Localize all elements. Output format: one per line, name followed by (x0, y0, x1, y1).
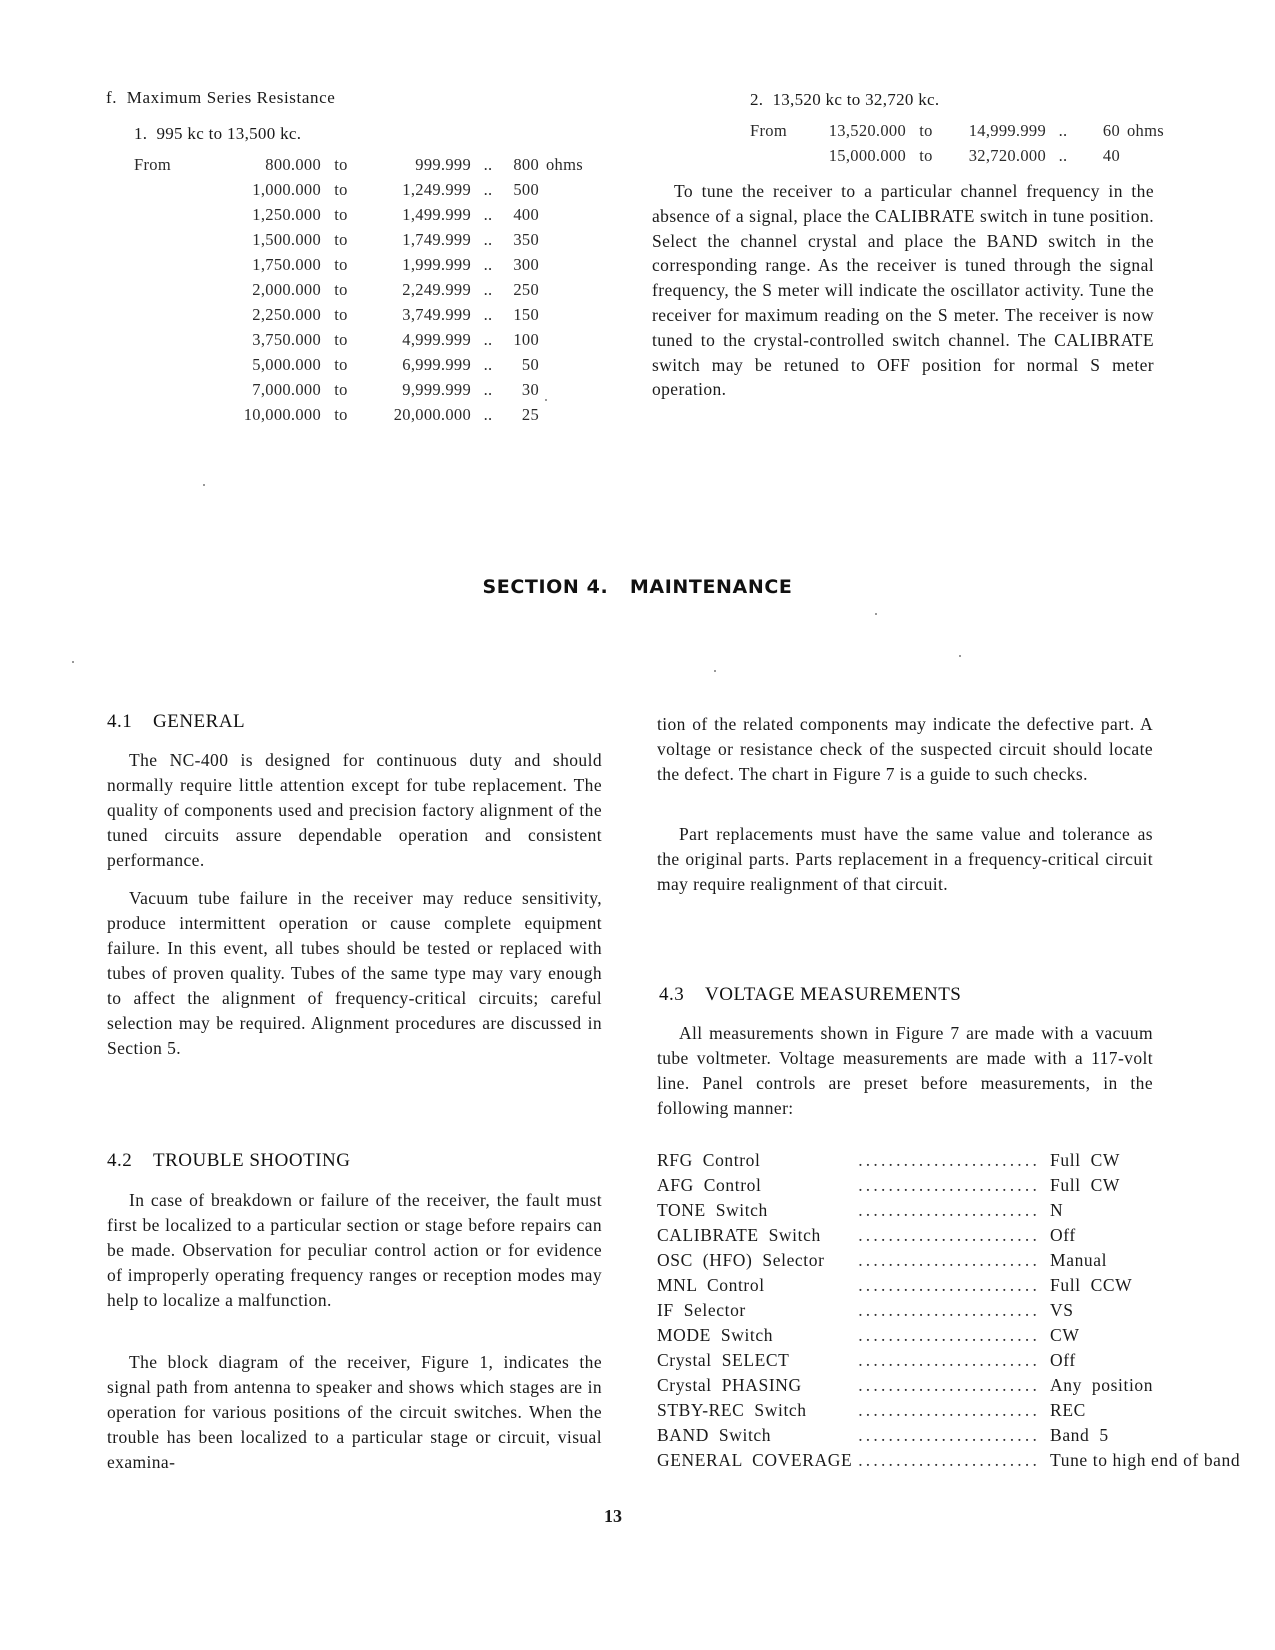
row-label (134, 277, 206, 302)
control-setting: Full CW (1050, 1175, 1120, 1195)
resistance-value: 60 (1102, 120, 1120, 140)
control-name-wrapper (657, 1450, 1050, 1471)
resistance-value: 800 (513, 154, 539, 174)
resistance-unit (1120, 143, 1177, 168)
heading-title: TROUBLE SHOOTING (153, 1150, 351, 1171)
range-to: to (334, 254, 348, 274)
control-name-wrapper (657, 1375, 1050, 1396)
control-row (657, 1273, 1240, 1298)
control-name-cell (657, 1198, 1050, 1223)
resistance-unit (539, 377, 596, 402)
range-to: to (334, 204, 348, 224)
range-to: to (334, 329, 348, 349)
range-end: 20,000.000 (393, 404, 471, 424)
resistance-value: 50 (521, 354, 539, 374)
heading-general (107, 711, 245, 733)
control-name-cell (657, 1373, 1050, 1398)
resistance-row (134, 177, 596, 202)
range-to: to (334, 404, 348, 424)
control-setting: Full CCW (1050, 1275, 1133, 1295)
heading-trouble-shooting (107, 1150, 350, 1172)
resistance-row (134, 277, 596, 302)
scan-speck (203, 484, 205, 486)
leader-dots: .. (1058, 145, 1068, 165)
resistance-value: 25 (521, 404, 539, 424)
control-setting: Tune to high end of band (1050, 1450, 1241, 1470)
panel-controls-list (657, 1148, 1240, 1473)
control-row (657, 1348, 1240, 1373)
control-name-cell (657, 1323, 1050, 1348)
control-name-cell (657, 1348, 1050, 1373)
row-label (134, 377, 206, 402)
control-name: AFG Control (657, 1175, 762, 1195)
range-start: 1,250.000 (252, 204, 321, 224)
control-row (657, 1148, 1240, 1173)
control-name: TONE Switch (657, 1200, 768, 1220)
range-end: 4,999.999 (402, 329, 471, 349)
control-name-wrapper (657, 1250, 1050, 1271)
control-setting: Off (1050, 1225, 1076, 1245)
resistance-row (134, 327, 596, 352)
resistance-row (134, 252, 596, 277)
resistance-row (134, 377, 596, 402)
control-name: Crystal SELECT (657, 1350, 790, 1370)
control-name-wrapper (657, 1200, 1050, 1221)
general-paragraph-1: The NC-400 is designed for continuous duty and should normally require little attention except for tube replacement. The quality of components used and precision factory alignment of the tuned circuits assure dependable operation and consistent performance. (107, 750, 602, 870)
control-setting: Full CW (1050, 1150, 1120, 1170)
leader-dots: .. (483, 254, 493, 274)
range-start: 10,000.000 (243, 404, 321, 424)
heading-title: VOLTAGE MEASUREMENTS (705, 984, 962, 1005)
leader-dots: ........................ (858, 1400, 1041, 1420)
range-end: 1,749.999 (402, 229, 471, 249)
resistance-unit (539, 352, 596, 377)
control-name-wrapper (657, 1300, 1050, 1321)
row-label: From (134, 154, 171, 174)
control-name-wrapper (657, 1425, 1050, 1446)
resistance-row (134, 227, 596, 252)
leader-dots: ........................ (858, 1350, 1041, 1370)
resistance-row (134, 352, 596, 377)
heading-number: 4.2 (107, 1150, 133, 1171)
resistance-unit (539, 402, 596, 427)
control-name-wrapper (657, 1150, 1050, 1171)
resistance-value: 250 (513, 279, 539, 299)
leader-dots: ........................ (858, 1375, 1041, 1395)
range-end: 2,249.999 (402, 279, 471, 299)
control-name-cell (657, 1448, 1050, 1473)
control-name-cell (657, 1423, 1050, 1448)
section-title: SECTION 4. MAINTENANCE (482, 576, 793, 598)
range-start: 3,750.000 (252, 329, 321, 349)
control-row (657, 1248, 1240, 1273)
control-name-wrapper (657, 1175, 1050, 1196)
leader-dots: .. (483, 279, 493, 299)
range-start: 15,000.000 (828, 145, 906, 165)
resistance-value: 350 (513, 229, 539, 249)
resistance-value: 40 (1102, 145, 1120, 165)
resistance-unit: ohms (546, 154, 583, 174)
row-label (750, 143, 802, 168)
control-name-wrapper (657, 1400, 1050, 1421)
range1-title: 1. 995 kc to 13,500 kc. (134, 124, 302, 143)
row-label (134, 327, 206, 352)
leader-dots: .. (483, 379, 493, 399)
range-to: to (334, 179, 348, 199)
range-end: 32,720.000 (968, 145, 1046, 165)
control-name-wrapper (657, 1275, 1050, 1296)
range-to: to (334, 279, 348, 299)
control-row (657, 1298, 1240, 1323)
scan-speck (72, 661, 74, 663)
control-row (657, 1198, 1240, 1223)
control-row (657, 1398, 1240, 1423)
range-to: to (919, 145, 933, 165)
resistance-unit (539, 202, 596, 227)
voltage-intro: All measurements shown in Figure 7 are made with a vacuum tube voltmeter. Voltage measurements are made with a 117-volt line. Panel controls are preset before measurements, in the following manner: (657, 1023, 1153, 1118)
control-row (657, 1223, 1240, 1248)
leader-dots: ........................ (858, 1150, 1041, 1170)
control-name: RFG Control (657, 1150, 761, 1170)
resistance-value: 300 (513, 254, 539, 274)
control-name-cell (657, 1298, 1050, 1323)
control-name: CALIBRATE Switch (657, 1225, 821, 1245)
range-start: 1,000.000 (252, 179, 321, 199)
control-setting: Band 5 (1050, 1425, 1109, 1445)
leader-dots: .. (483, 154, 493, 174)
row-label (134, 252, 206, 277)
trouble-continuation-1: tion of the related components may indicate the defective part. A voltage or resistance check of the suspected circuit should locate the defect. The chart in Figure 7 is a guide to such checks. (657, 714, 1153, 784)
resistance-unit (539, 177, 596, 202)
scan-speck (959, 655, 961, 657)
range-start: 1,500.000 (252, 229, 321, 249)
control-row (657, 1173, 1240, 1198)
leader-dots: .. (483, 229, 493, 249)
range-to: to (334, 379, 348, 399)
range-start: 13,520.000 (828, 120, 906, 140)
leader-dots: ........................ (858, 1325, 1041, 1345)
resistance-unit (539, 302, 596, 327)
leader-dots: ........................ (858, 1450, 1041, 1470)
control-name: MODE Switch (657, 1325, 774, 1345)
range-start: 2,000.000 (252, 279, 321, 299)
control-name: STBY-REC Switch (657, 1400, 807, 1420)
scan-speck (714, 670, 716, 672)
leader-dots: ........................ (858, 1200, 1041, 1220)
range-end: 999.999 (415, 154, 471, 174)
control-row (657, 1423, 1240, 1448)
control-name-cell (657, 1173, 1050, 1198)
resistance-unit (539, 252, 596, 277)
row-label (134, 227, 206, 252)
resistance-row (750, 118, 1177, 143)
row-label (134, 302, 206, 327)
resistance-row (134, 202, 596, 227)
row-label (134, 352, 206, 377)
control-row (657, 1373, 1240, 1398)
resistance-unit (539, 327, 596, 352)
leader-dots: .. (483, 204, 493, 224)
control-name: Crystal PHASING (657, 1375, 802, 1395)
resistance-value: 100 (513, 329, 539, 349)
range-end: 1,499.999 (402, 204, 471, 224)
range2-table (750, 118, 1177, 168)
resistance-unit (539, 227, 596, 252)
heading-title: GENERAL (153, 711, 246, 732)
leader-dots: .. (483, 329, 493, 349)
range-end: 6,999.999 (402, 354, 471, 374)
control-name: MNL Control (657, 1275, 765, 1295)
resistance-unit: ohms (1127, 120, 1164, 140)
leader-dots: ........................ (858, 1425, 1041, 1445)
row-label (134, 202, 206, 227)
resistance-heading: f. Maximum Series Resistance (106, 88, 336, 107)
range-start: 1,750.000 (252, 254, 321, 274)
control-row (657, 1323, 1240, 1348)
tuning-paragraph: To tune the receiver to a particular channel frequency in the absence of a signal, place the CALIBRATE switch in tune position. Select the channel crystal and place the BAND switch in the corresponding range. As the receiver is tuned through the signal frequency, the S meter will indicate the oscillator activity. Tune the receiver for maximum reading on the S meter. The receiver is now tuned to the crystal-controlled switch channel. The CALIBRATE switch may be retuned to OFF position for normal S meter operation. (652, 181, 1154, 400)
control-name-cell (657, 1273, 1050, 1298)
resistance-row (134, 402, 596, 427)
range-end: 1,249.999 (402, 179, 471, 199)
page-number: 13 (604, 1506, 622, 1526)
control-name: BAND Switch (657, 1425, 772, 1445)
leader-dots: ........................ (858, 1175, 1041, 1195)
leader-dots: .. (483, 304, 493, 324)
leader-dots: .. (483, 179, 493, 199)
heading-number: 4.1 (107, 711, 133, 732)
resistance-value: 500 (513, 179, 539, 199)
control-name: GENERAL COVERAGE (657, 1450, 853, 1470)
leader-dots: .. (483, 404, 493, 424)
control-name-wrapper (657, 1325, 1050, 1346)
trouble-paragraph-2: The block diagram of the receiver, Figure 1, indicates the signal path from antenna to speaker and shows which stages are in operation for various positions of the circuit switches. When the trouble has been localized to a particular stage or circuit, visual examina- (107, 1352, 602, 1472)
resistance-unit (539, 277, 596, 302)
resistance-value: 30 (521, 379, 539, 399)
resistance-value: 400 (513, 204, 539, 224)
range-to: to (334, 154, 348, 174)
control-name: IF Selector (657, 1300, 746, 1320)
range-to: to (334, 304, 348, 324)
leader-dots: ........................ (858, 1225, 1041, 1245)
range-start: 2,250.000 (252, 304, 321, 324)
resistance-row (134, 152, 596, 177)
leader-dots: ........................ (858, 1250, 1041, 1270)
scan-speck (545, 399, 547, 401)
leader-dots: .. (1058, 120, 1068, 140)
control-setting: REC (1050, 1400, 1086, 1420)
leader-dots: ........................ (858, 1275, 1041, 1295)
trouble-continuation-2: Part replacements must have the same value and tolerance as the original parts. Parts replacement in a frequency-critical circuit may require realignment of that circuit. (657, 824, 1153, 894)
range2-title: 2. 13,520 kc to 32,720 kc. (750, 90, 940, 109)
control-setting: VS (1050, 1300, 1074, 1320)
leader-dots: ........................ (858, 1300, 1041, 1320)
scan-speck (875, 613, 877, 615)
trouble-paragraph-1: In case of breakdown or failure of the receiver, the fault must first be localized to a particular section or stage before repairs can be made. Observation for peculiar control action or for evidence of improperly operating frequency ranges or reception modes may help to localize a malfunction. (107, 1190, 602, 1310)
range-end: 9,999.999 (402, 379, 471, 399)
resistance-value: 150 (513, 304, 539, 324)
general-paragraph-2: Vacuum tube failure in the receiver may reduce sensitivity, produce intermittent operation or cause complete equipment failure. In this event, all tubes should be tested or replaced with tubes of proven quality. Tubes of the same type may vary enough to affect the alignment of frequency-critical circuits; careful selection may be required. Alignment procedures are discussed in Section 5. (107, 888, 602, 1058)
control-name-cell (657, 1398, 1050, 1423)
leader-dots: .. (483, 354, 493, 374)
range-end: 3,749.999 (402, 304, 471, 324)
control-setting: Any position (1050, 1375, 1154, 1395)
range-to: to (334, 354, 348, 374)
range-to: to (919, 120, 933, 140)
control-setting: CW (1050, 1325, 1080, 1345)
row-label (134, 402, 206, 427)
control-setting: N (1050, 1200, 1064, 1220)
row-label: From (750, 120, 787, 140)
resistance-row (134, 302, 596, 327)
range-start: 5,000.000 (252, 354, 321, 374)
control-name-cell (657, 1223, 1050, 1248)
control-setting: Manual (1050, 1250, 1108, 1270)
control-name: OSC (HFO) Selector (657, 1250, 825, 1270)
heading-number: 4.3 (659, 984, 685, 1005)
control-name-wrapper (657, 1225, 1050, 1246)
range-end: 1,999.999 (402, 254, 471, 274)
heading-voltage-measurements (659, 984, 961, 1006)
range-start: 7,000.000 (252, 379, 321, 399)
control-row (657, 1448, 1240, 1473)
range-end: 14,999.999 (968, 120, 1046, 140)
range-start: 800.000 (265, 154, 321, 174)
control-name-cell (657, 1148, 1050, 1173)
control-name-wrapper (657, 1350, 1050, 1371)
range-to: to (334, 229, 348, 249)
control-setting: Off (1050, 1350, 1076, 1370)
control-name-cell (657, 1248, 1050, 1273)
range1-table (134, 152, 596, 427)
resistance-row (750, 143, 1177, 168)
row-label (134, 177, 206, 202)
